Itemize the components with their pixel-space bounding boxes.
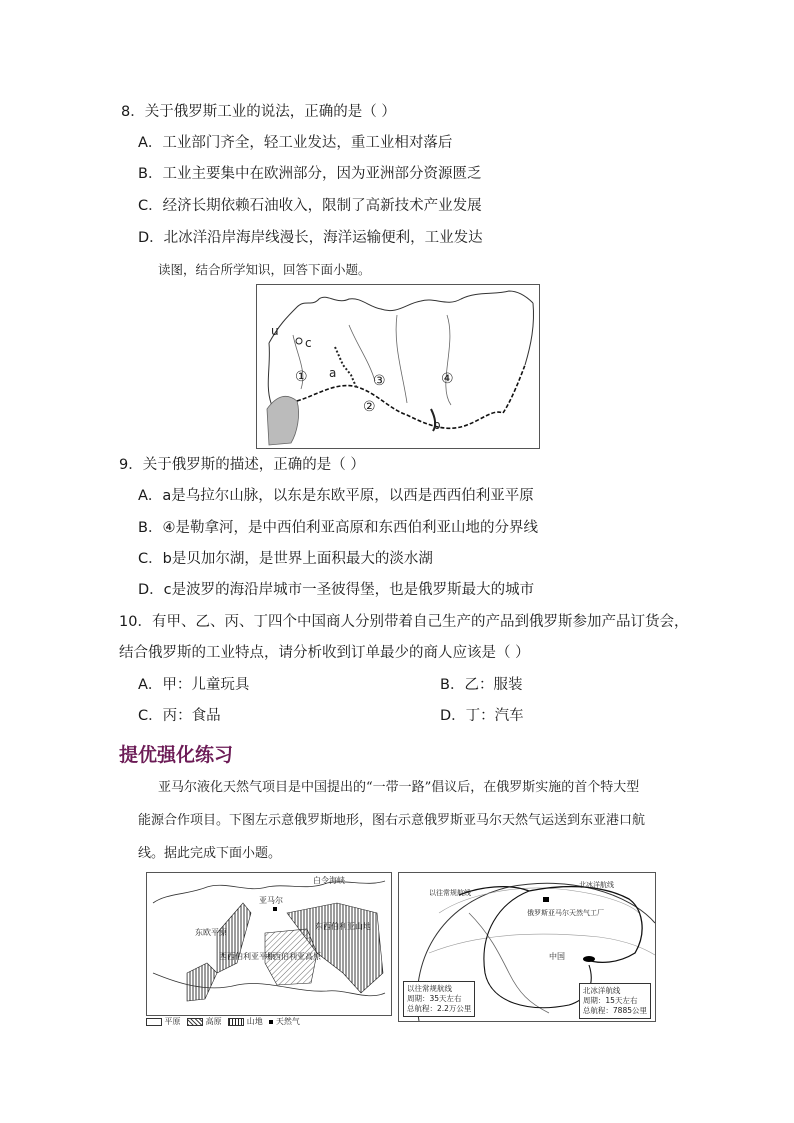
label-east-european-plain: 东欧平原 [195, 928, 227, 937]
q8-option-b: B．工业主要集中在欧洲部分，因为亚洲部分资源匮乏 [138, 166, 482, 182]
grid-line-2 [429, 934, 655, 955]
q10-stem-line1: 10．有甲、乙、丙、丁四个中国商人分别带着自己生产的产品到俄罗斯参加产品订货会， [119, 614, 689, 630]
east-coast [525, 303, 534, 365]
map1-caption: 读图，结合所学知识，回答下面小题。 [158, 262, 371, 277]
label-west-siberian-plain: 西西伯利亚平原 [219, 952, 275, 961]
q10-option-a: A．甲：儿童玩具 [138, 677, 250, 693]
map1-label-1: ① [295, 369, 308, 385]
legend-plain: 平原 [164, 1017, 181, 1026]
q10-option-c: C．丙：食品 [138, 708, 221, 724]
q9-option-d: D．c是波罗的海沿岸城市一圣彼得堡，也是俄罗斯最大的城市 [138, 582, 535, 598]
conventional-route-info-box [403, 981, 475, 1017]
ural-mountains [335, 347, 357, 389]
q10-option-b: B．乙：服装 [440, 677, 523, 693]
arctic-route-period: 周期：15天左右 [582, 996, 638, 1005]
legend-plain-swatch [146, 1018, 162, 1026]
shipping-route-map [398, 872, 656, 1022]
label-bering-strait: 白令海峡 [313, 876, 345, 885]
legend-gas: 天然气 [275, 1017, 300, 1026]
russia-map [256, 284, 540, 449]
continent-outline [469, 913, 549, 1013]
caucasus-area [187, 963, 217, 1001]
legend-mountain: 山地 [246, 1017, 263, 1026]
map1-label-3: ③ [373, 373, 386, 389]
arctic-route-line [459, 887, 642, 963]
conventional-route-title: 以往常规航线 [407, 984, 452, 993]
conventional-route-distance: 总航程：2.2万公里 [407, 1004, 472, 1013]
label-yamal: 亚马尔 [259, 896, 283, 905]
q9-stem: 9．关于俄罗斯的描述，正确的是（ ） [119, 457, 365, 473]
river-ob [349, 325, 375, 381]
river-lena [446, 315, 451, 405]
q8-option-a: A．工业部门齐全，轻工业发达，重工业相对落后 [138, 135, 453, 151]
map1-label-u: u [271, 324, 279, 338]
map1-label-b: b [433, 418, 441, 432]
terrain-map [146, 872, 392, 1016]
section-para-line1: 亚马尔液化天然气项目是中国提出的“一带一路”倡议后，在俄罗斯实施的首个特大型 [158, 780, 640, 795]
arctic-route-title: 北冰洋航线 [582, 986, 621, 995]
label-arctic-route: 北冰洋航线 [579, 881, 614, 889]
arctic-route-info-box [579, 983, 651, 1019]
city-marker [296, 338, 302, 344]
section-para-line3: 线。据此完成下面小题。 [138, 846, 282, 861]
q8-stem: 8．关于俄罗斯工业的说法，正确的是（ ） [121, 104, 396, 120]
q9-option-b: B．④是勒拿河，是中西伯利亚高原和东西伯利亚山地的分界线 [138, 520, 538, 536]
label-china: 中国 [549, 952, 565, 961]
east-asia-port-marker [583, 956, 595, 962]
label-yamal-gas-factory: 俄罗斯亚马尔天然气工厂 [527, 909, 604, 917]
river-yenisei [396, 315, 407, 403]
q9-option-a: A．a是乌拉尔山脉，以东是东欧平原，以西是西西伯利亚平原 [138, 488, 534, 504]
map1-label-c: c [305, 336, 312, 350]
gas-marker [273, 907, 277, 911]
yamal-factory-marker [543, 897, 549, 902]
q8-option-c: C．经济长期依赖石油收入，限制了高新技术产业发展 [138, 198, 482, 214]
q10-stem-line2: 结合俄罗斯的工业特点，请分析收到订单最少的商人应该是（ ） [119, 645, 530, 661]
legend-plateau: 高原 [205, 1017, 222, 1026]
map1-label-a: a [329, 366, 337, 380]
q8-option-d: D．北冰洋沿岸海岸线漫长，海洋运输便利，工业发达 [138, 230, 483, 246]
section-para-line2: 能源合作项目。下图左示意俄罗斯地形，图右示意俄罗斯亚马尔天然气运送到东亚港口航 [138, 813, 646, 828]
conventional-route-period: 周期：35天左右 [407, 994, 462, 1003]
caspian-region [267, 396, 299, 445]
map1-label-2: ② [363, 399, 376, 415]
q9-option-c: C．b是贝加尔湖，是世界上面积最大的淡水湖 [138, 551, 433, 567]
arctic-route-distance: 总航程：7885公里 [582, 1006, 647, 1015]
legend-plateau-swatch [187, 1018, 203, 1026]
ural-mountains-area [217, 903, 251, 973]
legend-gas-swatch [269, 1020, 273, 1024]
label-old-route-top: 以往常规航线 [429, 889, 471, 897]
terrain-legend [146, 1016, 300, 1027]
label-east-siberian-mountains: 东西伯利亚山地 [315, 922, 371, 931]
section-title: 提优强化练习 [119, 744, 234, 766]
map1-label-4: ④ [441, 371, 454, 387]
legend-mountain-swatch [228, 1018, 244, 1026]
q10-option-d: D．丁：汽车 [440, 708, 524, 724]
label-central-siberian-plateau: 中西伯利亚高原 [265, 952, 321, 961]
